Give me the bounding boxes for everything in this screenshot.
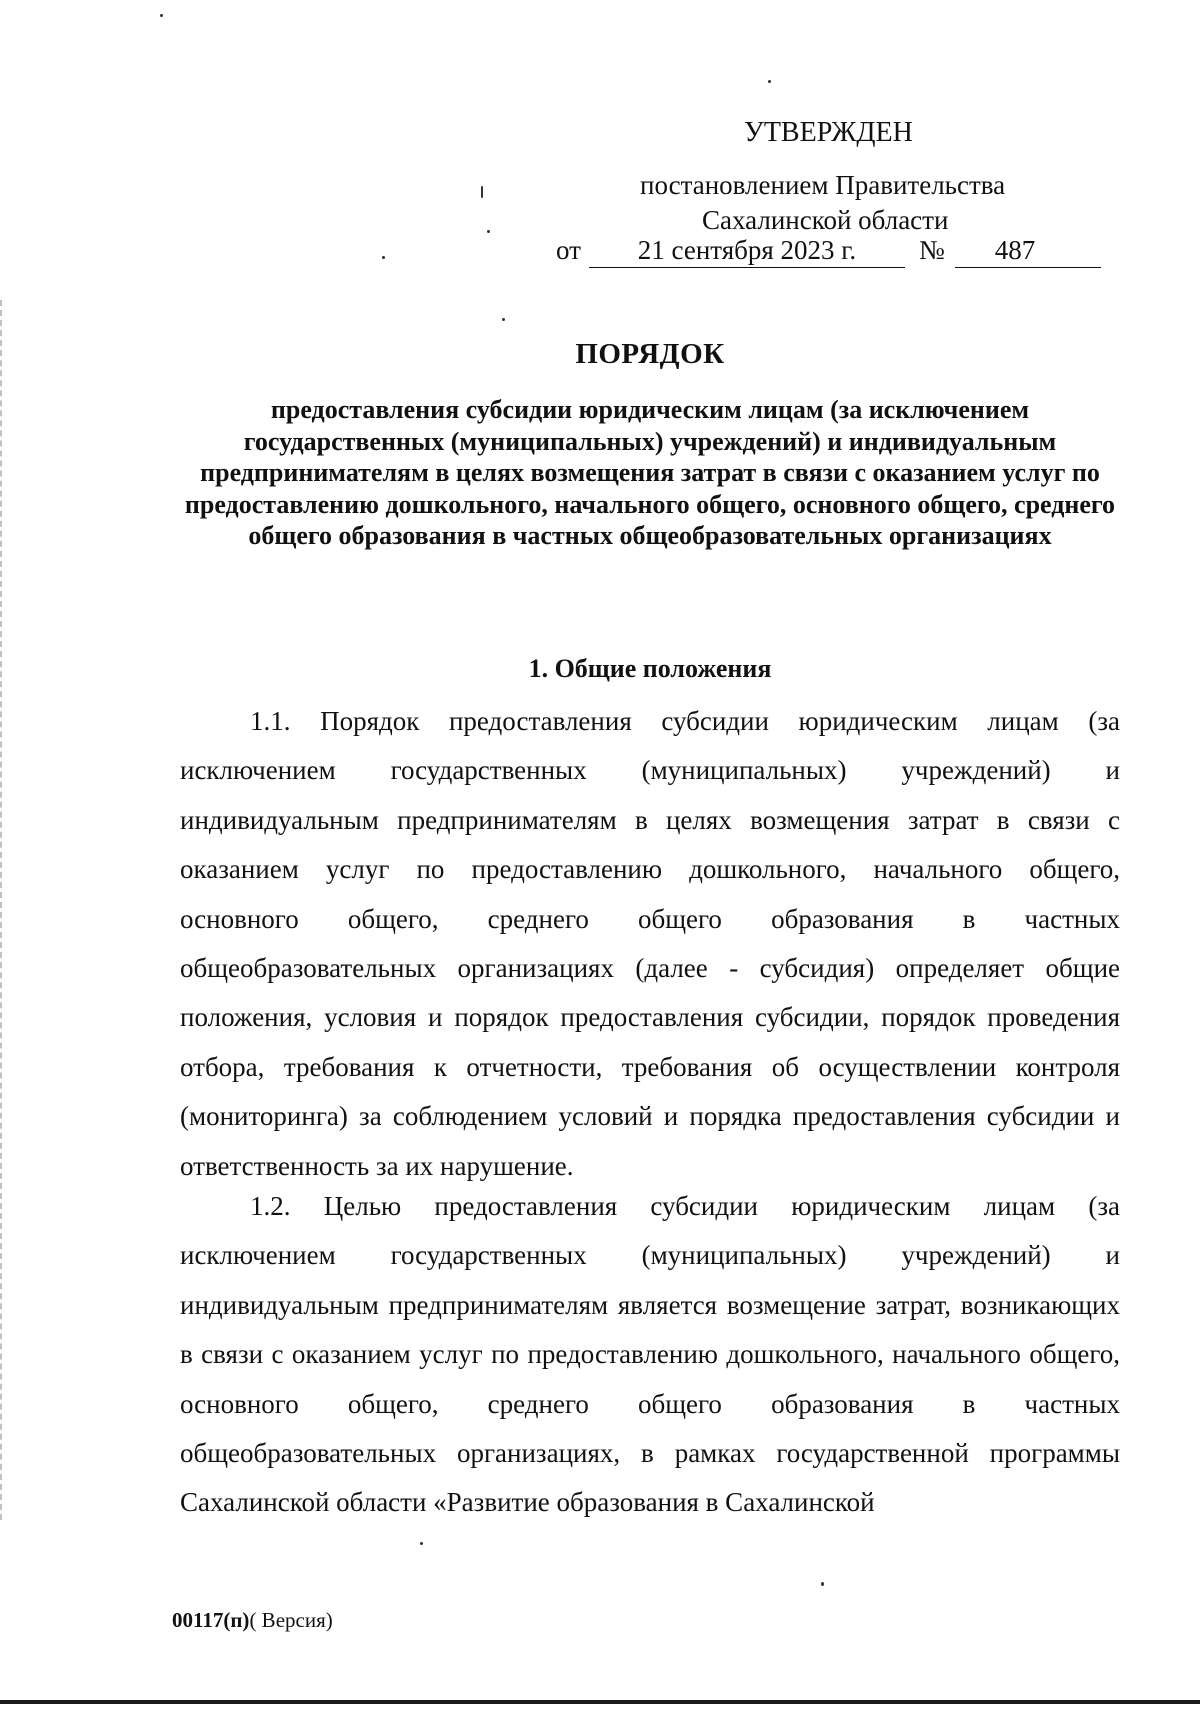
scan-speck bbox=[768, 80, 771, 83]
approval-date: 21 сентября 2023 г. bbox=[589, 235, 905, 268]
scan-edge-artifact bbox=[0, 300, 5, 1520]
paragraph-1-2 bbox=[180, 1182, 1120, 1528]
scan-speck bbox=[821, 1582, 824, 1586]
approval-line-1: постановлением Правительства bbox=[640, 170, 1006, 200]
paragraph-1-1-text: 1.1. Порядок предоставления субсидии юридическим лицам (за исключением государственных (муниципальных) учреждений) и индивидуальным предпринимателям в целях возмещения затрат в связи с оказанием услуг по предоставлению дошкольного, начального общего, основного общего, среднего общего образования в частных общеобразовательных организациях (далее - субсидия) определяет общие положения, условия и порядок предоставления субсидии, порядок проведения отбора, требования к отчетности, требования об осуществлении контроля (мониторинга) за соблюдением условий и порядка предоставления субсидии и ответственность за их нарушение. bbox=[180, 706, 1120, 1181]
scan-speck bbox=[487, 230, 490, 233]
approval-line-2: Сахалинской области bbox=[702, 205, 949, 235]
document-subtitle: предоставления субсидии юридическим лицам (за исключением государственных (муниципальных) учреждений) и индивидуальным предпринимателям в целях возмещения затрат в связи с оказанием услуг по предоставлению дошкольного, начального общего, основного общего, среднего общего образования в частных общеобразовательных организациях bbox=[184, 395, 1116, 550]
scan-speck bbox=[420, 1542, 423, 1545]
date-prefix: от bbox=[556, 235, 581, 265]
doc-code: 00117(п) bbox=[172, 1608, 250, 1632]
section-heading: 1. Общие положения bbox=[528, 654, 772, 683]
footer-doc-code bbox=[172, 1607, 333, 1633]
approval-heading: УТВЕРЖДЕН bbox=[744, 117, 913, 148]
doc-version: ( Версия) bbox=[249, 1608, 333, 1632]
scan-speck bbox=[502, 318, 505, 321]
scan-speck bbox=[481, 186, 483, 198]
scan-bottom-line bbox=[0, 1700, 1200, 1704]
paragraph-1-2-text: 1.2. Целью предоставления субсидии юридическим лицам (за исключением государственных (муниципальных) учреждений) и индивидуальным предпринимателям является возмещение затрат, возникающих в связи с оказанием услуг по предоставлению дошкольного, начального общего, основного общего, среднего общего образования в частных общеобразовательных организациях, в рамках государственной программы Сахалинской области «Развитие образования в Сахалинской bbox=[180, 1191, 1120, 1518]
scan-speck bbox=[160, 14, 163, 17]
scan-speck bbox=[382, 256, 385, 259]
paragraph-1-1 bbox=[180, 697, 1120, 1191]
document-title: ПОРЯДОК bbox=[575, 338, 725, 370]
approval-number: 487 bbox=[955, 235, 1101, 268]
number-label: № bbox=[918, 235, 945, 265]
approval-date-line bbox=[556, 233, 1101, 268]
